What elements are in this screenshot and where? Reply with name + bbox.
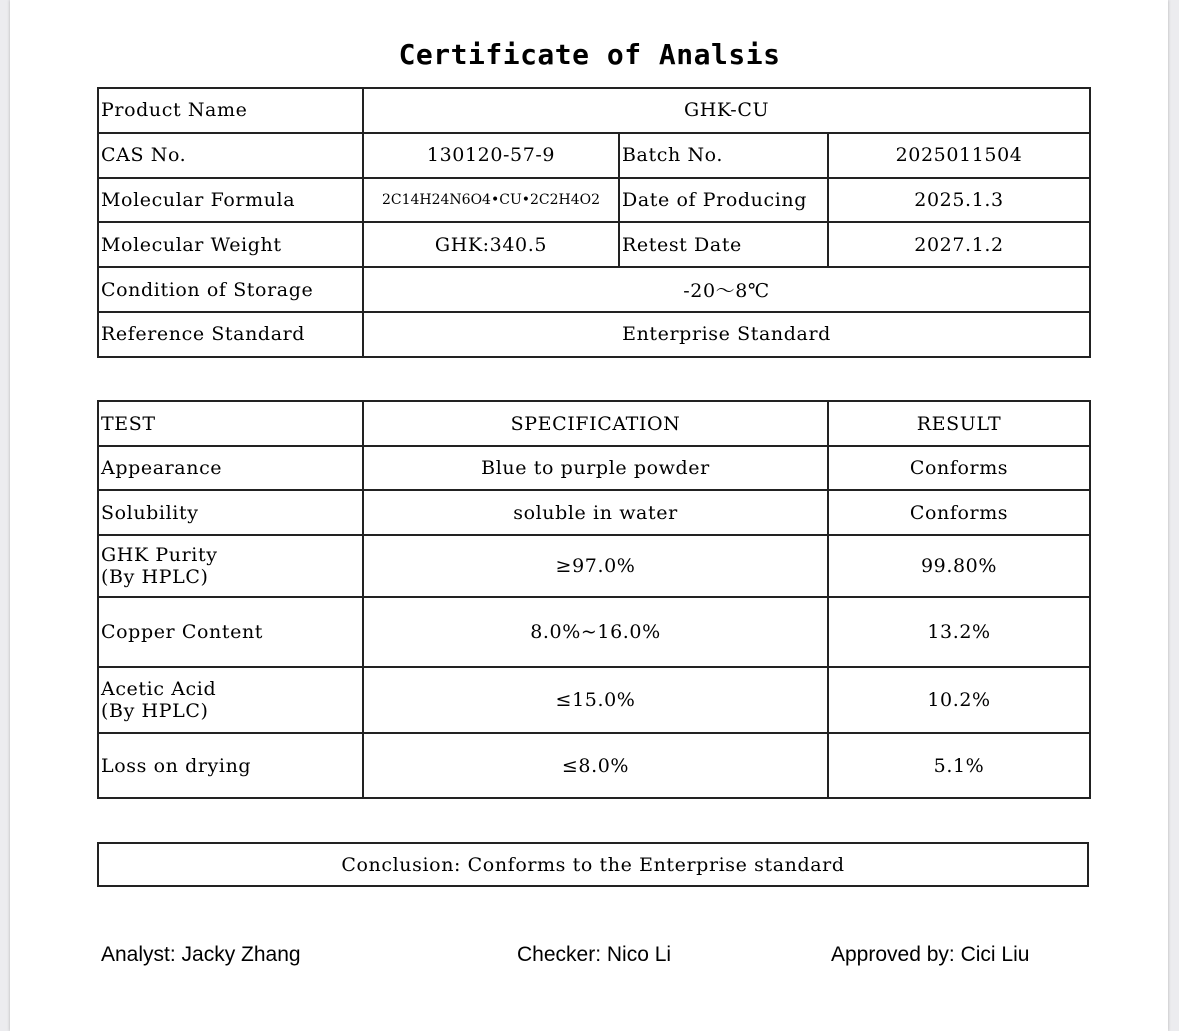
formula-date-row (98, 178, 1090, 223)
analyst-signature: Analyst: Jacky Zhang (101, 943, 301, 966)
table-row (98, 535, 1090, 597)
test-header: TEST (98, 401, 363, 446)
table-row (98, 733, 1090, 798)
test-name: GHK Purity (By HPLC) (98, 535, 363, 597)
test-result: Conforms (828, 490, 1090, 535)
production-date-value: 2025.1.3 (828, 178, 1090, 223)
storage-value: -20～8℃ (363, 267, 1090, 312)
test-result: 10.2% (828, 667, 1090, 733)
test-result: Conforms (828, 446, 1090, 490)
reference-row (98, 312, 1090, 357)
retest-date-value: 2027.1.2 (828, 222, 1090, 267)
storage-label: Condition of Storage (98, 267, 363, 312)
test-results-table (97, 400, 1091, 799)
weight-label: Molecular Weight (98, 222, 363, 267)
test-result: 5.1% (828, 733, 1090, 798)
table-row (98, 597, 1090, 667)
test-specification: ≥97.0% (363, 535, 828, 597)
cas-value: 130120-57-9 (363, 133, 619, 178)
test-specification: soluble in water (363, 490, 828, 535)
batch-label: Batch No. (619, 133, 828, 178)
test-specification: ≤8.0% (363, 733, 828, 798)
approver-signature: Approved by: Cici Liu (831, 943, 1030, 966)
test-specification: Blue to purple powder (363, 446, 828, 490)
table-row (98, 490, 1090, 535)
test-result: 99.80% (828, 535, 1090, 597)
batch-value: 2025011504 (828, 133, 1090, 178)
product-name-label: Product Name (98, 88, 363, 133)
formula-value: 2C14H24N6O4•CU•2C2H4O2 (363, 178, 619, 223)
test-name: Loss on drying (98, 733, 363, 798)
product-name-row (98, 88, 1090, 133)
test-name: Appearance (98, 446, 363, 490)
formula-label: Molecular Formula (98, 178, 363, 223)
test-name: Solubility (98, 490, 363, 535)
test-name: Copper Content (98, 597, 363, 667)
specification-header: SPECIFICATION (363, 401, 828, 446)
weight-value: GHK:340.5 (363, 222, 619, 267)
conclusion-box: Conclusion: Conforms to the Enterprise standard (97, 842, 1089, 887)
test-specification: ≤15.0% (363, 667, 828, 733)
cas-label: CAS No. (98, 133, 363, 178)
test-name: Acetic Acid (By HPLC) (98, 667, 363, 733)
checker-signature: Checker: Nico Li (517, 943, 672, 966)
reference-value: Enterprise Standard (363, 312, 1090, 357)
weight-retest-row (98, 222, 1090, 267)
retest-date-label: Retest Date (619, 222, 828, 267)
document-title: Certificate of Analsis (398, 38, 781, 71)
product-info-table (97, 87, 1091, 358)
result-header: RESULT (828, 401, 1090, 446)
product-name-value: GHK-CU (363, 88, 1090, 133)
production-date-label: Date of Producing (619, 178, 828, 223)
test-result: 13.2% (828, 597, 1090, 667)
table-row (98, 667, 1090, 733)
cas-batch-row (98, 133, 1090, 178)
test-specification: 8.0%~16.0% (363, 597, 828, 667)
test-header-row (98, 401, 1090, 446)
reference-label: Reference Standard (98, 312, 363, 357)
table-row (98, 446, 1090, 490)
storage-row (98, 267, 1090, 312)
